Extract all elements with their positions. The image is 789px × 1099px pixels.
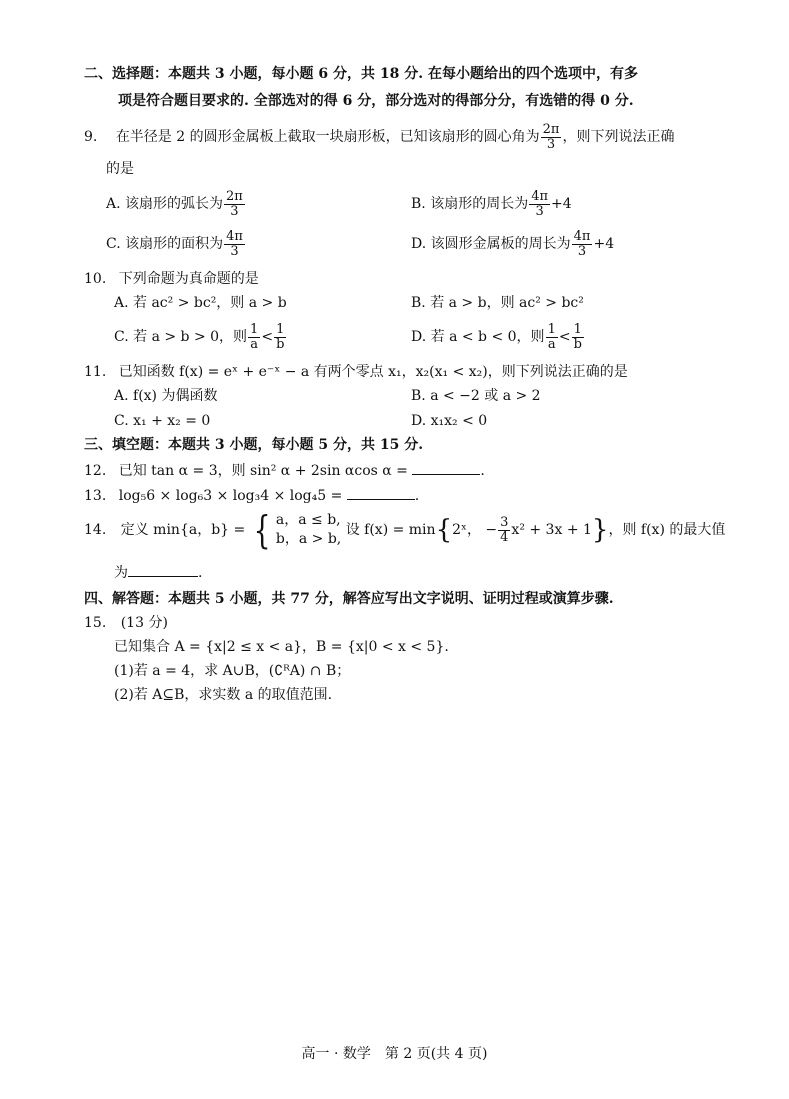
q15-number: 15. <box>84 615 107 631</box>
q9-stem-line2: 的是 <box>106 161 134 177</box>
q15-part1: (1)若 a = 4，求 A∪B，(∁ᴿA) ∩ B； <box>114 663 351 679</box>
q9-option-a: A. 该扇形的弧长为 $\frac{2\pi}{3}$ <box>106 189 243 219</box>
section3-heading: 三、填空题：本题共 3 小题，每小题 5 分，共 15 分. <box>84 437 424 453</box>
q14-number: 14. <box>84 522 107 538</box>
q10-stem: 10. 下列命题为真命题的是 <box>84 271 259 287</box>
q11-option-c: C. x₁ + x₂ = 0 <box>114 413 211 429</box>
q10-option-b: B. 若 a > b，则 ac² > bc² <box>411 295 584 311</box>
section4-heading: 四、解答题：本题共 5 小题，共 77 分，解答应写出文字说明、证明过程或演算步骤. <box>84 591 614 607</box>
q9-option-b: B. 该扇形的周长为 $\frac{4\pi}{3}$ +4 <box>411 189 572 219</box>
q14-piecewise: { a，a ≤ b, b，a > b, <box>253 508 342 552</box>
q14-answer-blank <box>128 576 198 577</box>
q12-stem: 12. 已知 tan α = 3，则 sin² α + 2sin αcos α = . <box>84 463 485 479</box>
q11-stem: 11. 已知函数 f(x) = eˣ + e⁻ˣ − a 有两个零点 x₁，x₂(x₁ < x₂)，则下列说法正确的是 <box>84 364 628 380</box>
q14-line2: 为 . <box>114 565 203 581</box>
q13-answer-blank <box>347 499 415 500</box>
q15-header: 15. (13 分) <box>84 615 168 631</box>
q9-stem-text-a: 在半径是 2 的圆形金属板上截取一块扇形板，已知该扇形的圆心角为 <box>115 129 540 146</box>
section2-heading-line2: 项是符合题目要求的. 全部选对的得 6 分，部分选对的得部分分，有选错的得 0 分. <box>118 93 634 109</box>
q13-stem: 13. log₅6 × log₆3 × log₃4 × log₄5 = . <box>84 488 420 504</box>
q9-stem-text-b: ，则下列说法正确 <box>562 129 675 146</box>
q12-answer-blank <box>412 474 480 475</box>
q11-option-d: D. x₁x₂ < 0 <box>411 413 488 429</box>
q9-number: 9. <box>84 129 98 146</box>
page-footer: 高一 · 数学 第 2 页(共 4 页) <box>301 1046 488 1062</box>
q9-option-c: C. 该扇形的面积为 $\frac{4\pi}{3}$ <box>106 229 243 259</box>
q9-option-d: D. 该圆形金属板的周长为 $\frac{4\pi}{3}$ +4 <box>411 229 615 259</box>
q15-part2: (2)若 A⊆B，求实数 a 的取值范围. <box>114 687 333 703</box>
q10-option-c: C. 若 a > b > 0，则 $\frac{1}{a}$ < $\frac{1}{b}$ <box>114 322 285 352</box>
q15-stem: 已知集合 A = {x|2 ≤ x < a}，B = {x|0 < x < 5}. <box>114 639 449 655</box>
q11-number: 11. <box>84 364 107 380</box>
section2-heading-line1: 二、选择题：本题共 3 小题，每小题 6 分，共 18 分. 在每小题给出的四个选项中，有多 <box>84 66 638 82</box>
q10-option-a: A. 若 ac² > bc²，则 a > b <box>114 295 287 311</box>
q14-stem: 14. 定义 min{a，b} = { a，a ≤ b, b，a > b, 设 f(x) = min{2ˣ， − $\frac{3}{4}$ x² + 3x + 1}，则 f(x) 的最大值 <box>84 508 726 552</box>
q12-number: 12. <box>84 463 107 479</box>
q9-stem-fraction: $\frac{2\pi}{3}$ <box>542 122 560 152</box>
q9-stem <box>84 123 674 151</box>
q10-number: 10. <box>84 271 107 287</box>
q11-option-b: B. a < −2 或 a > 2 <box>411 388 541 404</box>
q11-option-a: A. f(x) 为偶函数 <box>114 388 218 404</box>
q10-option-d: D. 若 a < b < 0，则 $\frac{1}{a}$ < $\frac{1}{b}$ <box>411 322 582 352</box>
q13-number: 13. <box>84 488 107 504</box>
